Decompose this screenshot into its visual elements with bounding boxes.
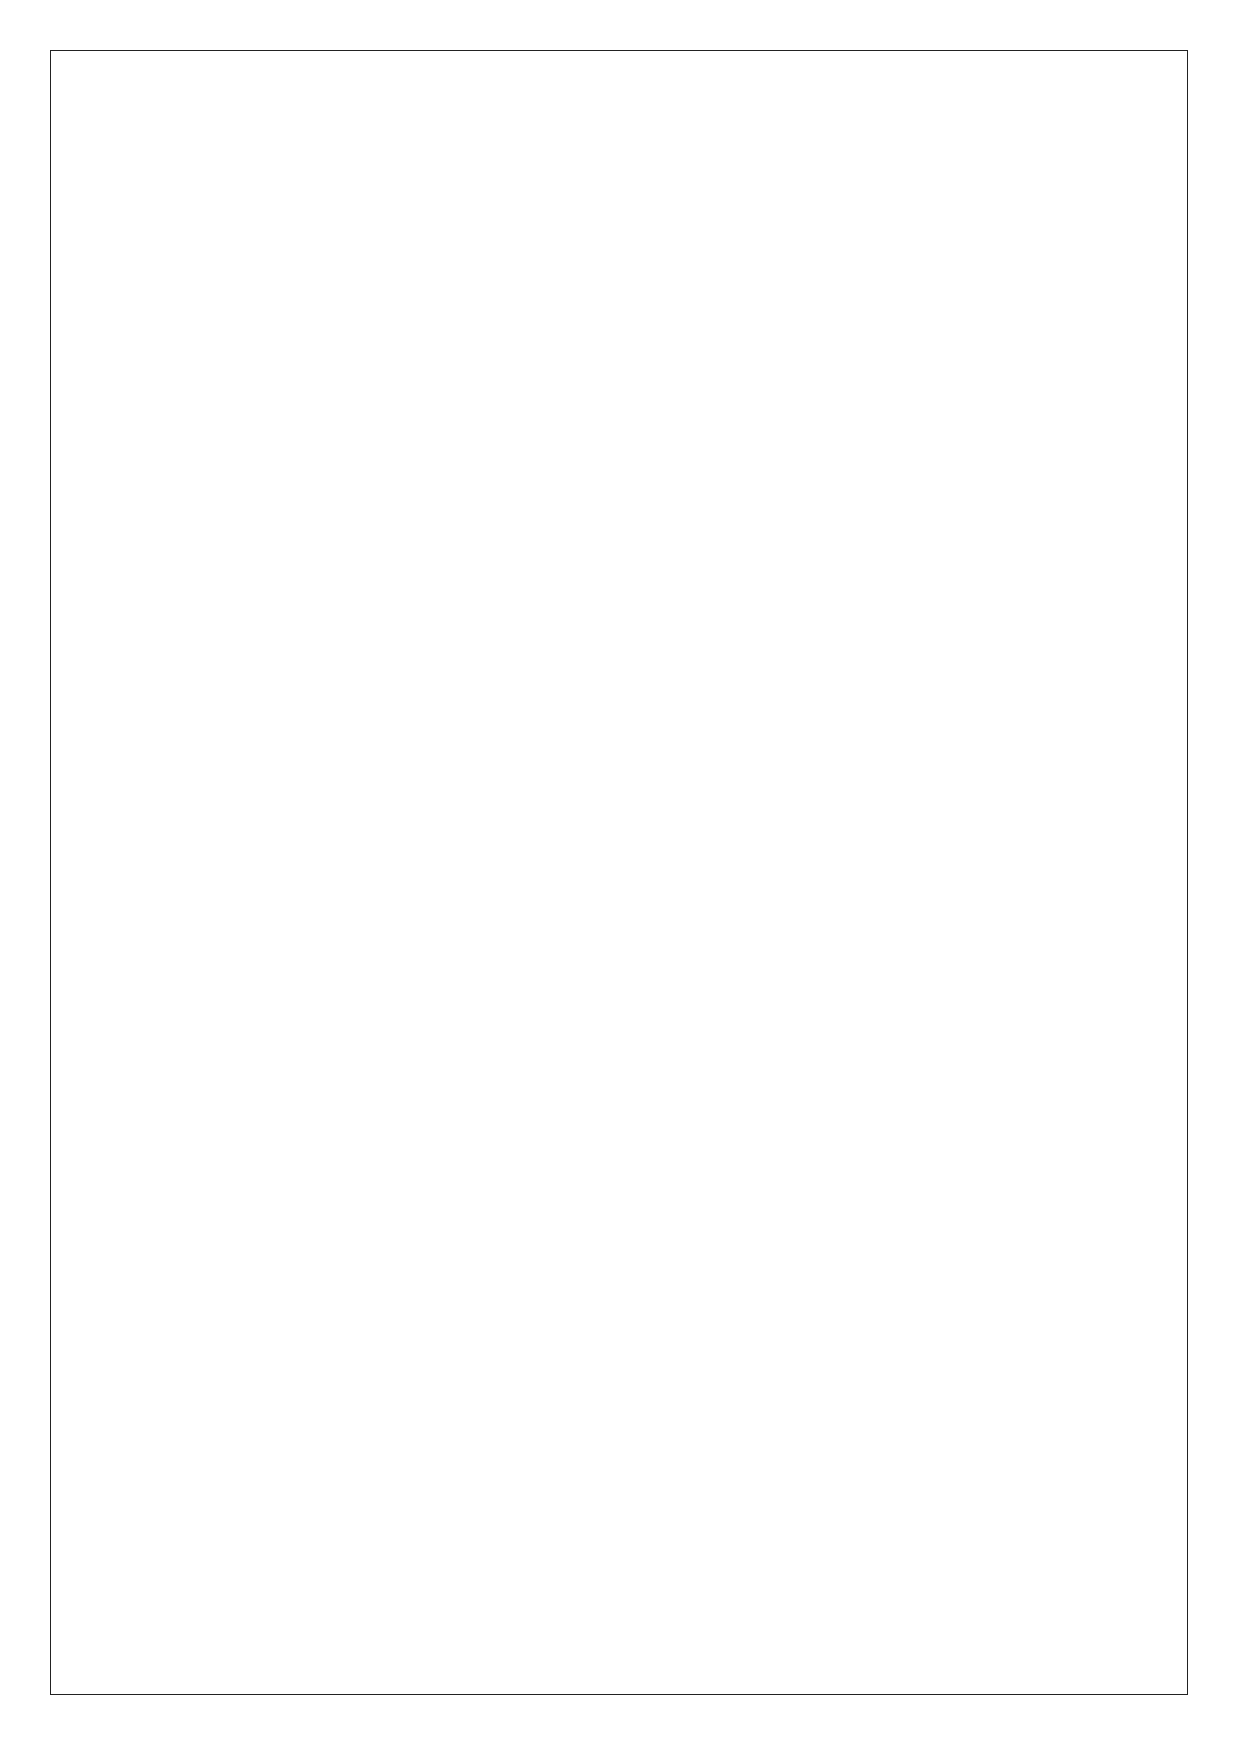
page-frame xyxy=(50,50,1188,1695)
